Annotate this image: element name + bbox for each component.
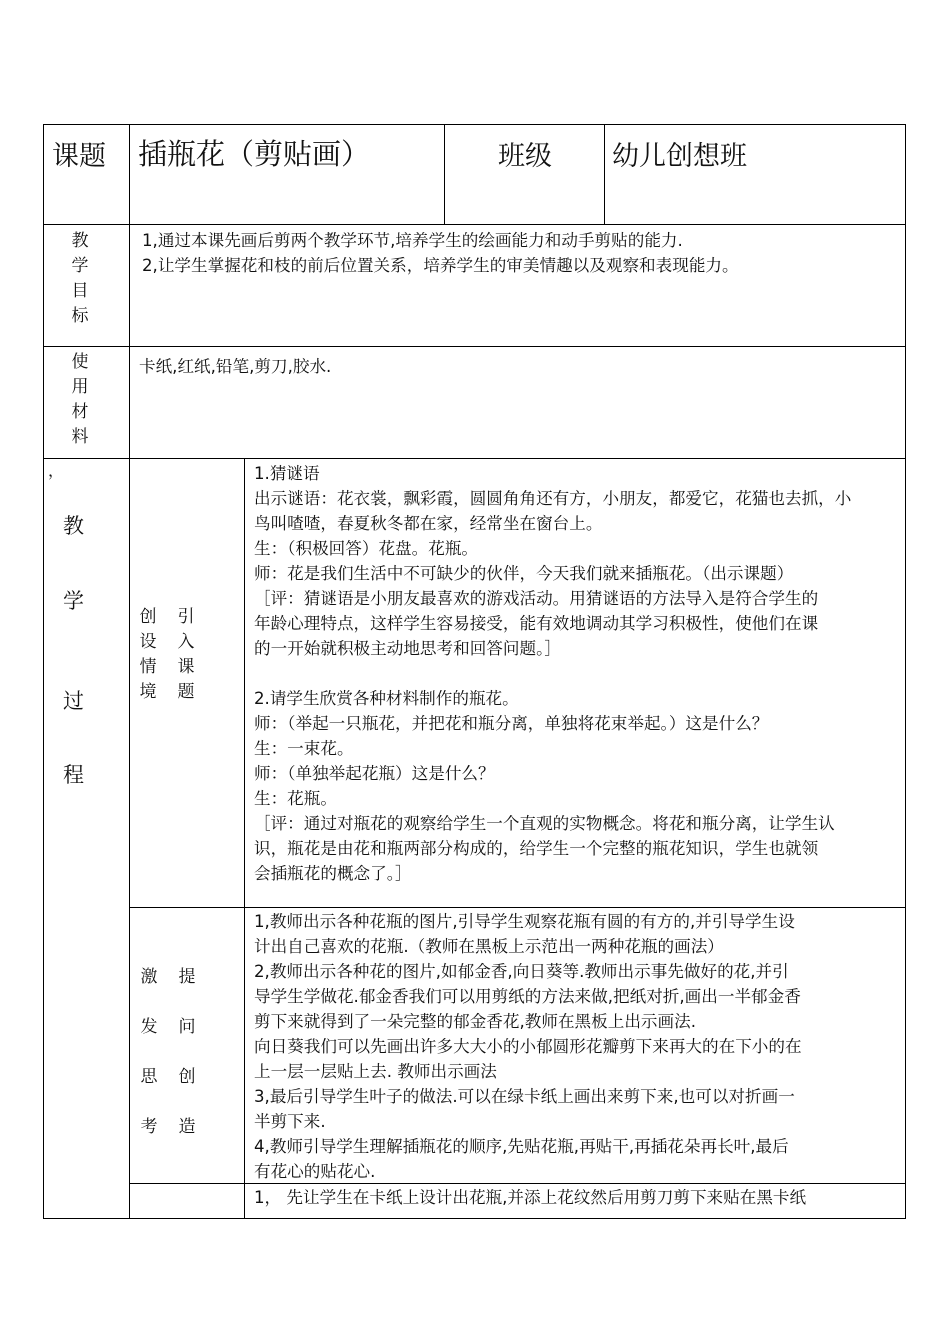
section2-label-col1: 激 发 思 考 (140, 967, 158, 1137)
table-border-bottom (43, 1218, 906, 1219)
row-divider-goals (43, 346, 906, 347)
column-divider-content (244, 458, 245, 1219)
process-label-3: 过 (63, 689, 84, 713)
materials-label: 使 用 材 料 (71, 352, 89, 447)
row-divider-header (43, 224, 906, 225)
process-label-4: 程 (63, 763, 84, 787)
table-border-right (905, 124, 906, 1219)
materials-text: 卡纸,红纸,铅笔,剪刀,胶水. (139, 357, 332, 376)
section1-label-col1: 创 设 情 境 (139, 607, 157, 702)
topic-value: 插瓶花（剪贴画） (138, 137, 371, 171)
goal-line: 2,让学生掌握花和枝的前后位置关系，培养学生的审美情趣以及观察和表现能力。 (142, 256, 739, 275)
class-value: 幼儿创想班 (612, 141, 747, 172)
column-divider-class (604, 124, 605, 225)
column-divider-label (129, 124, 130, 1219)
section1-label-col2: 引 入 课 题 (177, 607, 195, 702)
goal-line: 1,通过本课先画后剪两个教学环节,培养学生的绘画能力和动手剪贴的能力. (142, 231, 683, 250)
goals-label: 教 学 目 标 (71, 231, 89, 326)
table-border-top (43, 124, 906, 125)
topic-label: 课题 (52, 141, 106, 172)
process-comma: ， (48, 461, 65, 480)
process-label-2: 学 (63, 589, 84, 613)
section1-text: 1.猜谜语 出示谜语：花衣裳，飘彩霞，圆圆角角还有方，小朋友，都爱它，花猫也去抓，小 鸟叫喳喳，春夏秋冬都在家，经常坐在窗台上。 生：（积极回答）花盘。花瓶。 师：花是我们生活中不可缺少的伙伴，今天我们就来插瓶花。（出示课题） ［评：猜谜语是小朋友最喜欢的游戏活动。用猜谜语的方法导入是符合学生的 年龄心理特点，这样学生容易接受，能有效地调动其学习积极性，使他们在课 的一开始就积极主动地思考和回答问题。］ 2.请学生欣赏各种材料制作的瓶花。 师：（举起一只瓶花，并把花和瓶分离，单独将花束举起。）这是什么？ 生：一束花。 师：（单独举起花瓶）这是什么？ 生：花瓶。 ［评：通过对瓶花的观察给学生一个直观的实物概念。将花和瓶分离，让学生认 识，瓶花是由花和瓶两部分构成的，给学生一个完整的瓶花知识，学生也就领 会插瓶花的概念了。］ (254, 464, 852, 883)
section2-label-col2: 提 问 创 造 (178, 967, 196, 1137)
section3-text: 1， 先让学生在卡纸上设计出花瓶,并添上花纹然后用剪刀剪下来贴在黑卡纸 (254, 1188, 807, 1207)
process-label-1: 教 (63, 514, 84, 538)
goals-text (142, 228, 739, 278)
class-label: 班级 (498, 141, 552, 172)
row-divider-section1 (129, 907, 906, 908)
table-border-left (43, 124, 44, 1219)
column-divider-topic (444, 124, 445, 225)
section2-text: 1,教师出示各种花瓶的图片,引导学生观察花瓶有圆的有方的,并引导学生设 计出自己喜欢的花瓶.（教师在黑板上示范出一两种花瓶的画法） 2,教师出示各种花的图片,如郁金香,向日葵等.教师出示事先做好的花,并引 导学生学做花.郁金香我们可以用剪纸的方法来做,把纸对折,画出一半郁金香 剪下来就得到了一朵完整的郁金香花,教师在黑板上出示画法. 向日葵我们可以先画出许多大大小的小郁圆形花瓣剪下来再大的在下小的在 上一层一层贴上去. 教师出示画法 3,最后引导学生叶子的做法.可以在绿卡纸上画出来剪下来,也可以对折画一 半剪下来. 4,教师引导学生理解插瓶花的顺序,先贴花瓶,再贴干,再插花朵再长叶,最后 有花心的贴花心. (254, 912, 802, 1181)
row-divider-materials (43, 458, 906, 459)
